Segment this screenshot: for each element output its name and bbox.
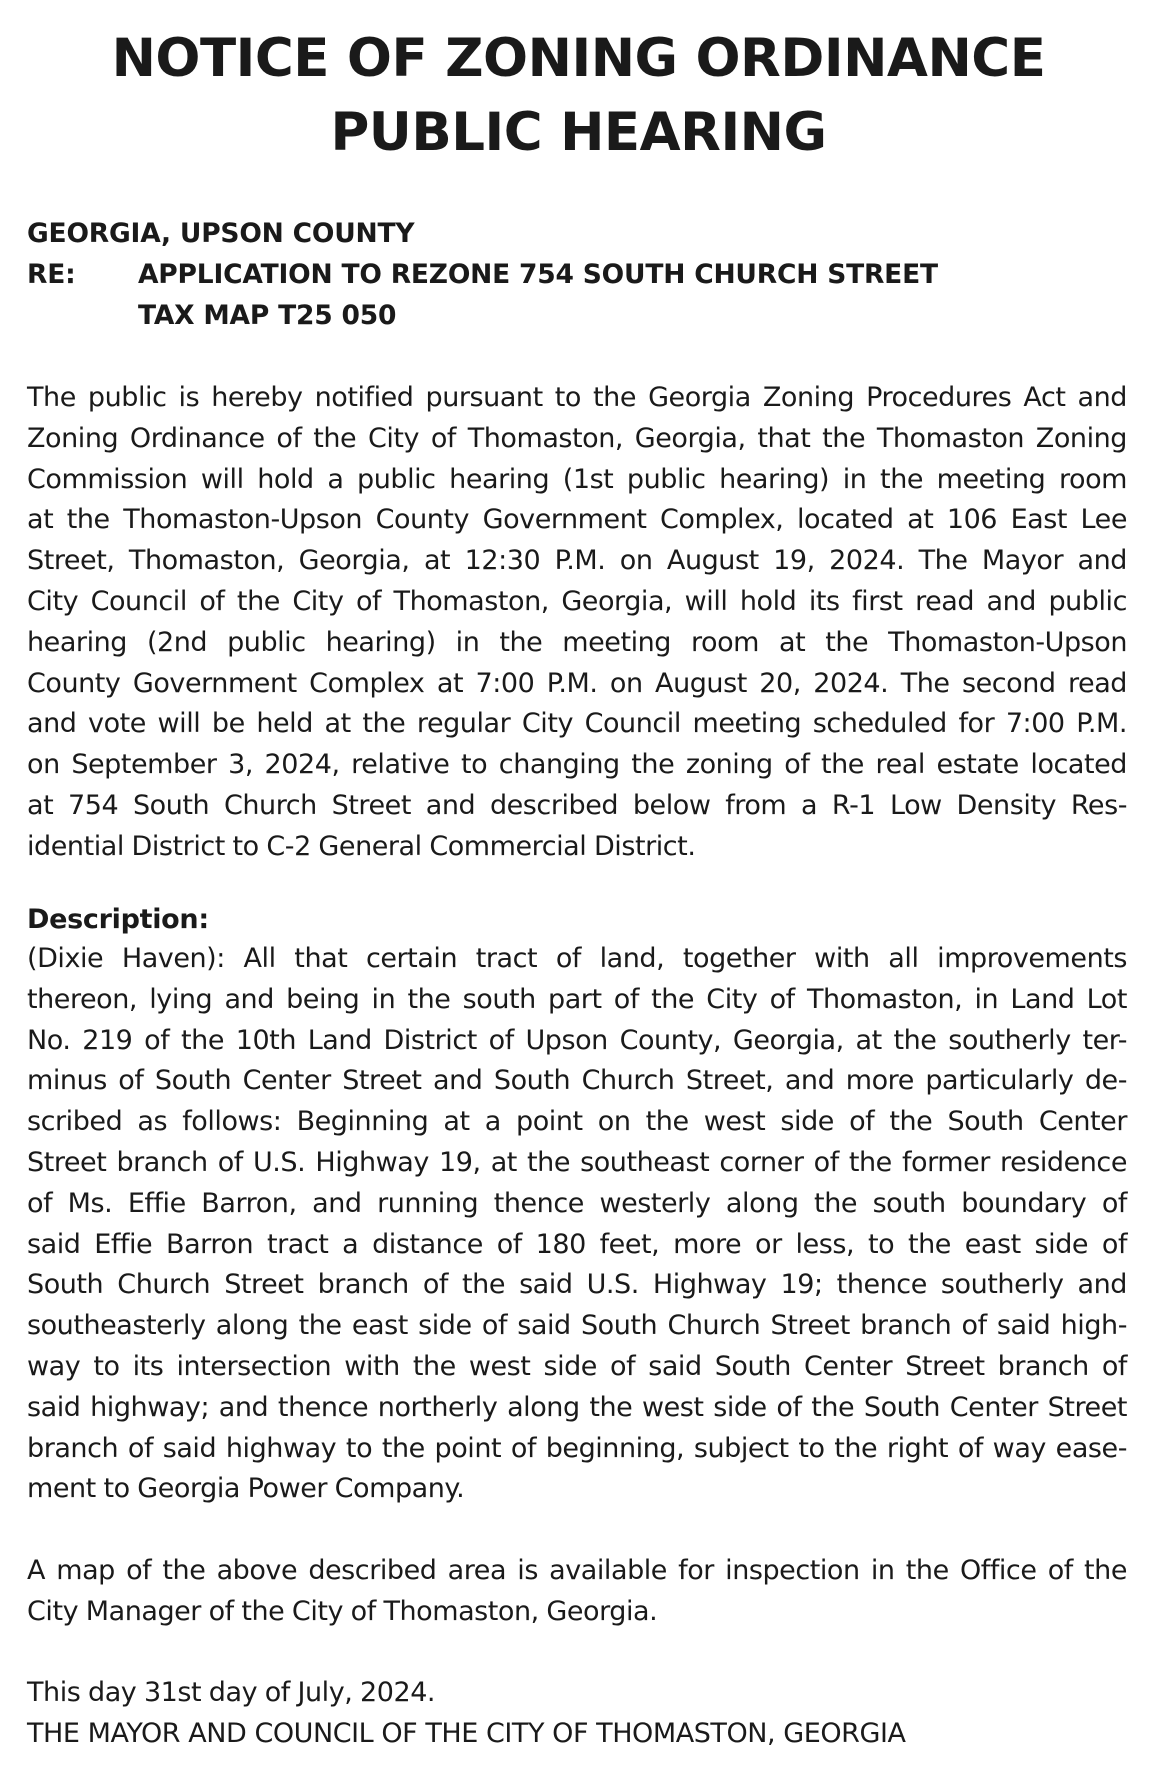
description-line: southeasterly along the east side of said South Church Street branch of said high- xyxy=(27,1310,1127,1342)
notice-line: County Government Complex at 7:00 P.M. on August 20, 2024. The second read xyxy=(27,667,1127,699)
jurisdiction: GEORGIA, UPSON COUNTY xyxy=(27,218,415,249)
notice-line: and vote will be held at the regular City Council meeting scheduled for 7:00 P.M. xyxy=(27,708,1127,740)
map-notice-line: City Manager of the City of Thomaston, Georgia. xyxy=(27,1595,658,1627)
description-line: branch of said highway to the point of beginning, subject to the right of way ease- xyxy=(27,1432,1127,1464)
description-line: minus of South Center Street and South Church Street, and more particularly de- xyxy=(27,1065,1127,1097)
dated-text: This day 31st day of July, 2024. xyxy=(27,1677,436,1708)
description-line: thereon, lying and being in the south part of the City of Thomaston, in Land Lot xyxy=(27,983,1127,1015)
description-line: No. 219 of the 10th Land District of Upson County, Georgia, at the southerly ter- xyxy=(27,1024,1127,1056)
dated-line xyxy=(27,1673,1127,1714)
notice-line: hearing (2nd public hearing) in the meeting room at the Thomaston-Upson xyxy=(27,626,1127,658)
notice-paragraph xyxy=(27,378,1127,868)
title-line-1: NOTICE OF ZONING ORDINANCE xyxy=(111,28,1046,89)
description-heading: Description: xyxy=(27,904,209,935)
description-line: (Dixie Haven): All that certain tract of land, together with all improvements xyxy=(27,943,1127,974)
description-paragraph xyxy=(27,939,1127,1510)
map-notice-line: A map of the above described area is available for inspection in the Office of the xyxy=(27,1555,1127,1586)
notice-line: City Council of the City of Thomaston, Georgia, will hold its first read and public xyxy=(27,585,1127,617)
map-notice-paragraph xyxy=(27,1551,1127,1633)
notice-line: idential District to C-2 General Commercial District. xyxy=(27,830,696,862)
description-line: scribed as follows: Beginning at a point on the west side of the South Center xyxy=(27,1106,1127,1138)
notice-line: at the Thomaston-Upson County Government Complex, located at 106 East Lee xyxy=(27,504,1127,536)
description-line: said Effie Barron tract a distance of 180 feet, more or less, to the east side of xyxy=(27,1228,1127,1260)
description-line: Street branch of U.S. Highway 19, at the southeast corner of the former residence xyxy=(27,1146,1127,1178)
case-header xyxy=(27,213,1127,336)
description-line: said highway; and thence northerly along the west side of the South Center Street xyxy=(27,1391,1127,1423)
notice-line: Commission will hold a public hearing (1st public hearing) in the meeting room xyxy=(27,463,1127,495)
re-label: RE: xyxy=(27,259,76,290)
notice-line: Zoning Ordinance of the City of Thomaston, Georgia, that the Thomaston Zoning xyxy=(27,422,1127,454)
tax-map-line: TAX MAP T25 050 xyxy=(138,300,397,331)
notice-title xyxy=(60,22,1097,170)
re-line xyxy=(27,254,1127,295)
description-line: South Church Street branch of the said U.S. Highway 19; thence southerly and xyxy=(27,1269,1127,1301)
notice-line: at 754 South Church Street and described below from a R-1 Low Density Res- xyxy=(27,789,1127,821)
description-line: way to its intersection with the west side of said South Center Street branch of xyxy=(27,1350,1127,1382)
notice-line: The public is hereby notified pursuant to the Georgia Zoning Procedures Act and xyxy=(27,382,1127,413)
notice-line: on September 3, 2024, relative to changing the zoning of the real estate located xyxy=(27,749,1127,781)
description-line: of Ms. Effie Barron, and running thence westerly along the south boundary of xyxy=(27,1187,1127,1219)
title-line-2: PUBLIC HEARING xyxy=(330,102,827,163)
re-subject: APPLICATION TO REZONE 754 SOUTH CHURCH STREET xyxy=(138,259,938,290)
jurisdiction-line xyxy=(27,213,1127,254)
notice-line: Street, Thomaston, Georgia, at 12:30 P.M. on August 19, 2024. The Mayor and xyxy=(27,545,1127,577)
description-line: ment to Georgia Power Company. xyxy=(27,1473,465,1505)
signature-line: THE MAYOR AND COUNCIL OF THE CITY OF THOMASTON, GEORGIA xyxy=(27,1718,906,1749)
